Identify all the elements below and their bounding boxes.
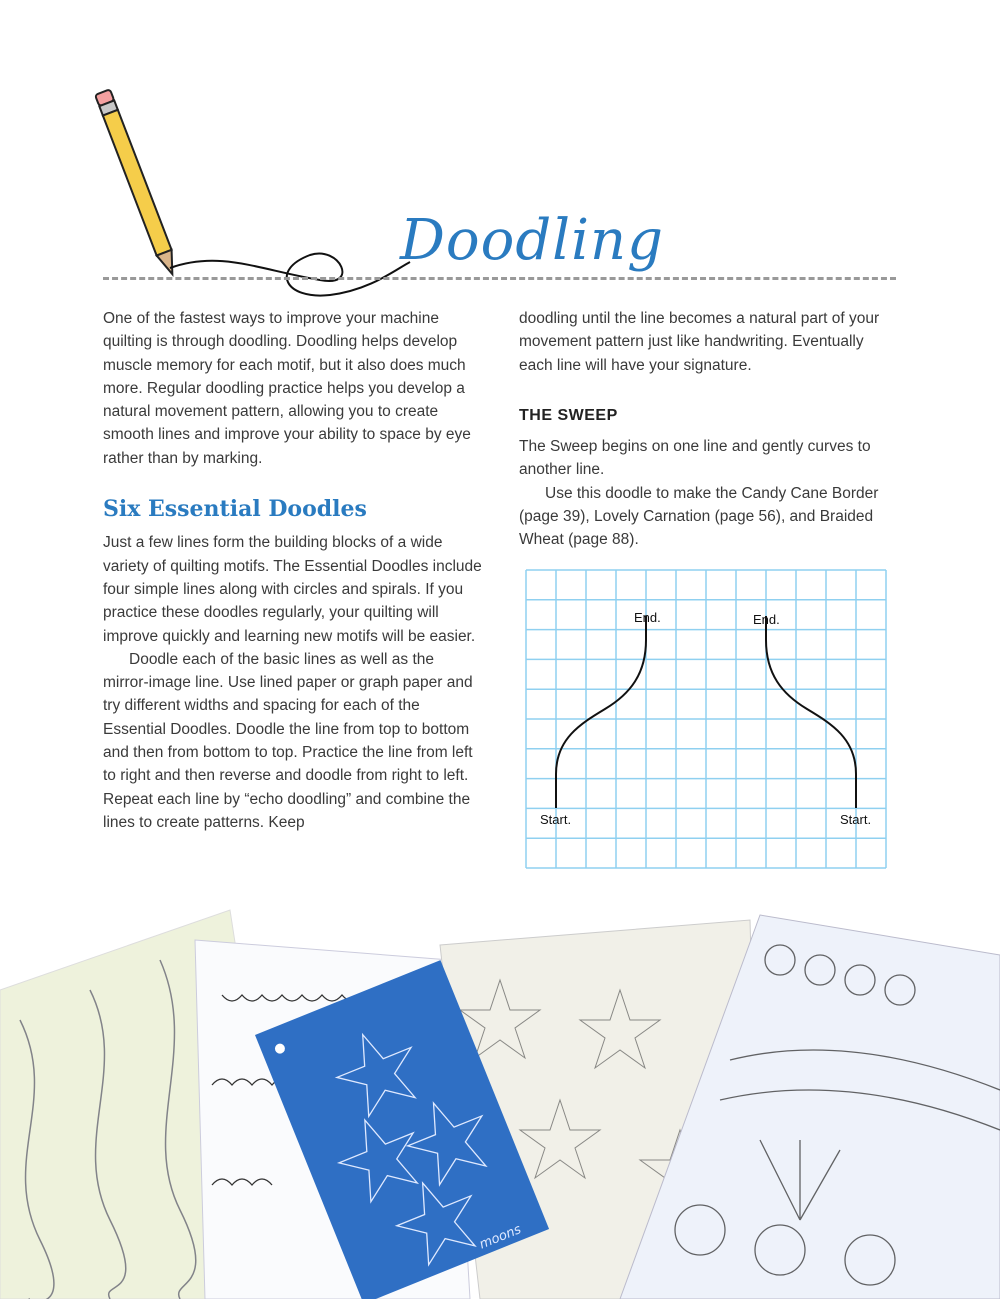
end-label-left: End.	[634, 610, 661, 625]
paragraph: Just a few lines form the building blocks of a wide variety of quilting motifs. The Essential Doodles include four simple lines along with circles and spirals. If you practice these doodles regularly, your quilting will improve quickly and learning new motifs will be easier.	[103, 534, 482, 645]
sweep-diagram	[520, 564, 892, 874]
paragraph: Use this doodle to make the Candy Cane Border (page 39), Lovely Carnation (page 56), and Braided Wheat (page 88).	[519, 484, 879, 549]
end-label-right: End.	[753, 612, 780, 627]
section-heading: Six Essential Doodles	[103, 496, 367, 523]
card-text: moons	[477, 1222, 524, 1253]
intro-paragraph: One of the fastest ways to improve your machine quilting is through doodling. Doodling helps develop muscle memory for each motif, but it also does much more. Regular doodling practice helps you develop a natural movement pattern, allowing you to create smooth lines and improve your ability to space by eye rather than by marking.	[103, 310, 471, 467]
dashed-divider	[103, 277, 896, 280]
start-label-right: Start.	[840, 812, 872, 827]
paragraph: The Sweep begins on one line and gently curves to another line.	[519, 438, 871, 479]
doodle-papers-photo	[0, 900, 1000, 1299]
subsection-heading: THE SWEEP	[519, 406, 618, 424]
paragraph: doodling until the line becomes a natural part of your movement pattern just like handwriting. Eventually each line will have your signature.	[519, 310, 880, 374]
left-column	[103, 307, 483, 834]
start-label-left: Start.	[540, 812, 572, 827]
right-column	[519, 307, 899, 552]
graph-grid	[526, 570, 886, 868]
page-title: Doodling	[400, 208, 664, 273]
paragraph: Doodle each of the basic lines as well as the mirror-image line. Use lined paper or graph paper and try different widths and spacing for each of the Essential Doodles. Doodle the line from top to bottom and then from bottom to top. Practice the line from left to right and then reverse and doodle from right to left. Repeat each line by “echo doodling” and combine the lines to create patterns. Keep	[103, 650, 473, 831]
